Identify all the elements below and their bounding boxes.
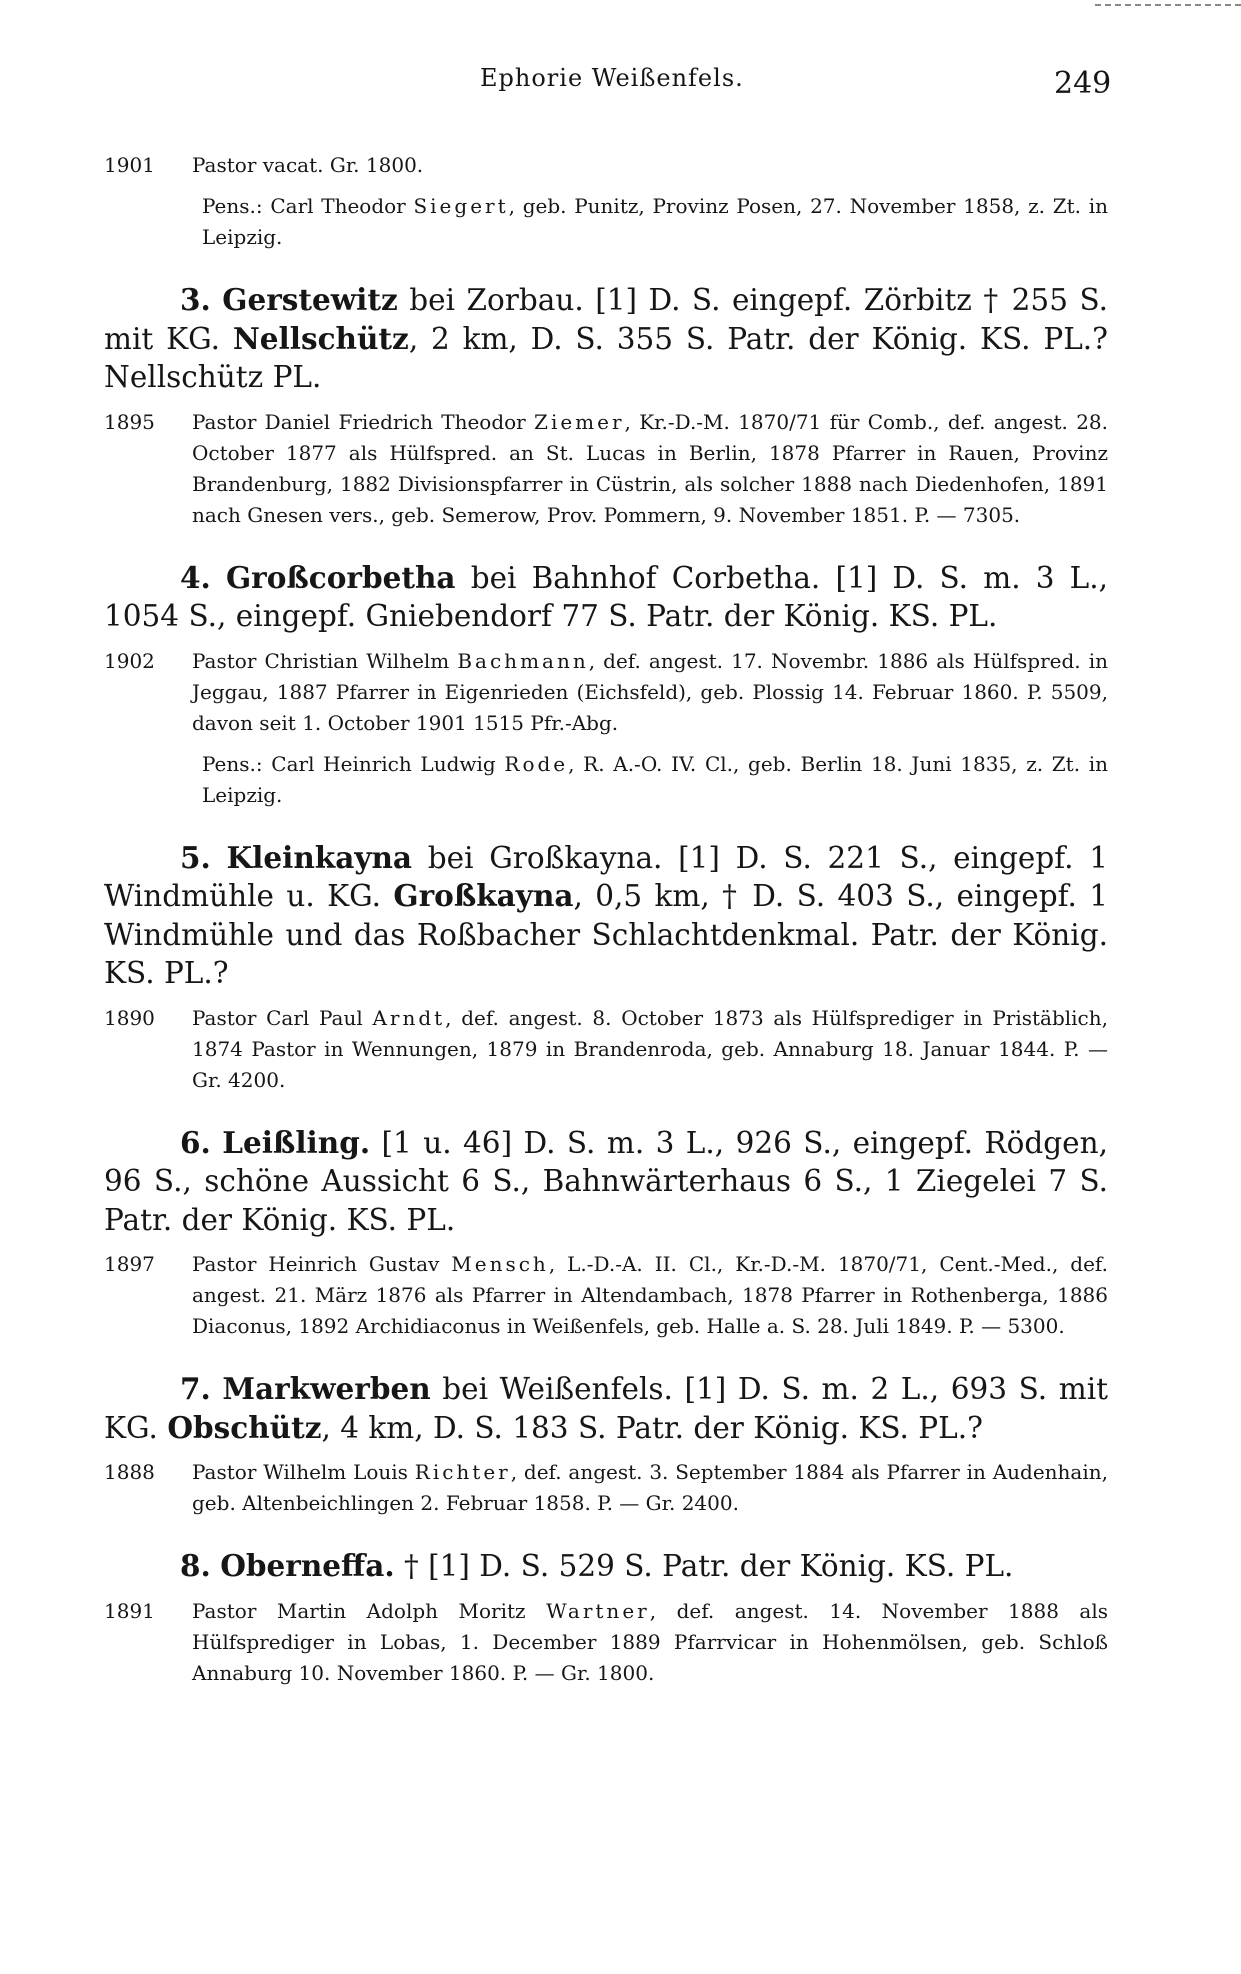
pastor-name: Bachmann	[457, 648, 589, 673]
entry-year: 1901	[104, 153, 155, 177]
pastor-entry	[104, 407, 1108, 531]
entry-year: 1897	[104, 1252, 155, 1276]
pensioner-entry: Pens.: Carl Theodor Siegert, geb. Punitz, Provinz Posen, 27. November 1858, z. Zt. in Leipzig.	[202, 194, 1108, 249]
parish-name: Gerstewitz	[222, 282, 398, 317]
page-body	[104, 150, 1108, 1689]
parish-heading: 3. Gerstewitz bei Zorbau. [1] D. S. eingepf. Zörbitz † 255 S. mit KG. Nellschütz, 2 km, D. S. 355 S. Patr. der König. KS. PL.? Nellschütz PL.	[104, 282, 1108, 394]
parish-name: Leißling.	[222, 1124, 371, 1160]
parish-name: Markwerben	[222, 1371, 431, 1406]
parish-heading: 5. Kleinkayna bei Großkayna. [1] D. S. 221 S., eingepf. 1 Windmühle u. KG. Großkayna, 0,5 km, † D. S. 403 S., eingepf. 1 Windmühle und das Roßbacher Schlachtdenkmal. Patr. der König. KS. PL.?	[104, 839, 1108, 990]
entry-text: Pastor Daniel Friedrich Theodor Ziemer, Kr.-D.-M. 1870/71 für Comb., def. angest. 28. October 1877 als Hülfspred. an St. Lucas in Berlin, 1878 Pfarrer in Rauen, Provinz Brandenburg, 1882 Divisionspfarrer in Cüstrin, als solcher 1888 nach Diedenhofen, 1891 nach Gnesen vers., geb. Semerow, Prov. Pommern, 9. November 1851. P. — 7305.	[192, 409, 1109, 527]
pastor-name: Wartner	[546, 1598, 650, 1623]
top-edge-dashes	[1095, 4, 1241, 6]
opening-entry	[104, 150, 1108, 181]
pastor-name: Mensch	[451, 1252, 549, 1276]
entry-year: 1891	[104, 1598, 155, 1623]
parish-number: 4.	[180, 559, 211, 595]
entry-year: 1890	[104, 1005, 155, 1030]
parish-name: Großcorbetha	[225, 559, 456, 595]
filial-name: Großkayna	[393, 878, 574, 913]
pastor-name: Ziemer	[534, 409, 625, 434]
parish-heading: 7. Markwerben bei Weißenfels. [1] D. S. m. 2 L., 693 S. mit KG. Obschütz, 4 km, D. S. 183 S. Patr. der König. KS. PL.?	[104, 1371, 1108, 1445]
pastor-entry	[104, 1596, 1108, 1689]
parish-name: Oberneffa.	[220, 1548, 395, 1583]
parish-heading: 4. Großcorbetha bei Bahnhof Corbetha. [1] D. S. m. 3 L., 1054 S., eingepf. Gniebendorf 77 S. Patr. der König. KS. PL.	[104, 559, 1108, 633]
entry-year: 1902	[104, 648, 155, 673]
filial-name: Nellschütz	[232, 320, 409, 356]
pensioner-name: Rode	[504, 751, 569, 776]
pensioner-entry: Pens.: Carl Heinrich Ludwig Rode, R. A.-O. IV. Cl., geb. Berlin 18. Juni 1835, z. Zt. in Leipzig.	[202, 751, 1109, 807]
pastor-name: Arndt	[372, 1005, 446, 1030]
entry-text: Pastor Martin Adolph Moritz Wartner, def. angest. 14. November 1888 als Hülfsprediger in Lobas, 1. December 1889 Pfarrvicar in Hohenmölsen, geb. Schloß Annaburg 10. November 1860. P. — Gr. 1800.	[192, 1598, 1108, 1685]
entry-year: 1895	[104, 409, 155, 434]
entry-text: Pastor Christian Wilhelm Bachmann, def. angest. 17. Novembr. 1886 als Hülfspred. in Jeggau, 1887 Pfarrer in Eigenrieden (Eichsfeld), geb. Plossig 14. Februar 1860. P. 5509, davon seit 1. October 1901 1515 Pfr.-Abg.	[192, 648, 1108, 735]
filial-name: Obschütz	[167, 1409, 322, 1445]
running-head: Ephorie Weißenfels.	[480, 64, 744, 92]
entry-text: Pastor Heinrich Gustav Mensch, L.-D.-A. II. Cl., Kr.-D.-M. 1870/71, Cent.-Med., def. angest. 21. März 1876 als Pfarrer in Altendambach, 1878 Pfarrer in Rothenberga, 1886 Diaconus, 1892 Archidiaconus in Weißenfels, geb. Halle a. S. 28. Juli 1849. P. — 5300.	[192, 1252, 1108, 1338]
pastor-entry	[104, 1457, 1108, 1519]
parish-heading: 8. Oberneffa. † [1] D. S. 529 S. Patr. der König. KS. PL.	[180, 1548, 1014, 1583]
parish-name: Kleinkayna	[226, 839, 413, 875]
pastor-name: Richter	[414, 1460, 511, 1484]
parish-number: 6.	[180, 1124, 211, 1160]
parish-number: 3.	[180, 282, 211, 317]
page-number: 249	[1054, 66, 1112, 101]
pastor-entry	[104, 646, 1108, 739]
parish-heading: 6. Leißling. [1 u. 46] D. S. m. 3 L., 926 S., eingepf. Rödgen, 96 S., schöne Aussicht 6 S., Bahnwärterhaus 6 S., 1 Ziegelei 7 S. Patr. der König. KS. PL.	[104, 1124, 1108, 1237]
pensioner-name: Siegert	[413, 194, 509, 218]
entry-text: Pastor vacat. Gr. 1800.	[192, 153, 424, 177]
parish-number: 8.	[180, 1548, 211, 1583]
pastor-entry	[104, 1003, 1108, 1096]
entry-text: Pastor Wilhelm Louis Richter, def. angest. 3. September 1884 als Pfarrer in Audenhain, geb. Altenbeichlingen 2. Februar 1858. P. — Gr. 2400.	[192, 1460, 1108, 1515]
pastor-entry	[104, 1249, 1108, 1342]
parish-number: 7.	[180, 1371, 211, 1406]
entry-year: 1888	[104, 1460, 155, 1484]
parish-number: 5.	[180, 839, 211, 875]
entry-text: Pastor Carl Paul Arndt, def. angest. 8. October 1873 als Hülfsprediger in Pristäblich, 1874 Pastor in Wennungen, 1879 in Brandenroda, geb. Annaburg 18. Januar 1844. P. — Gr. 4200.	[192, 1005, 1108, 1092]
